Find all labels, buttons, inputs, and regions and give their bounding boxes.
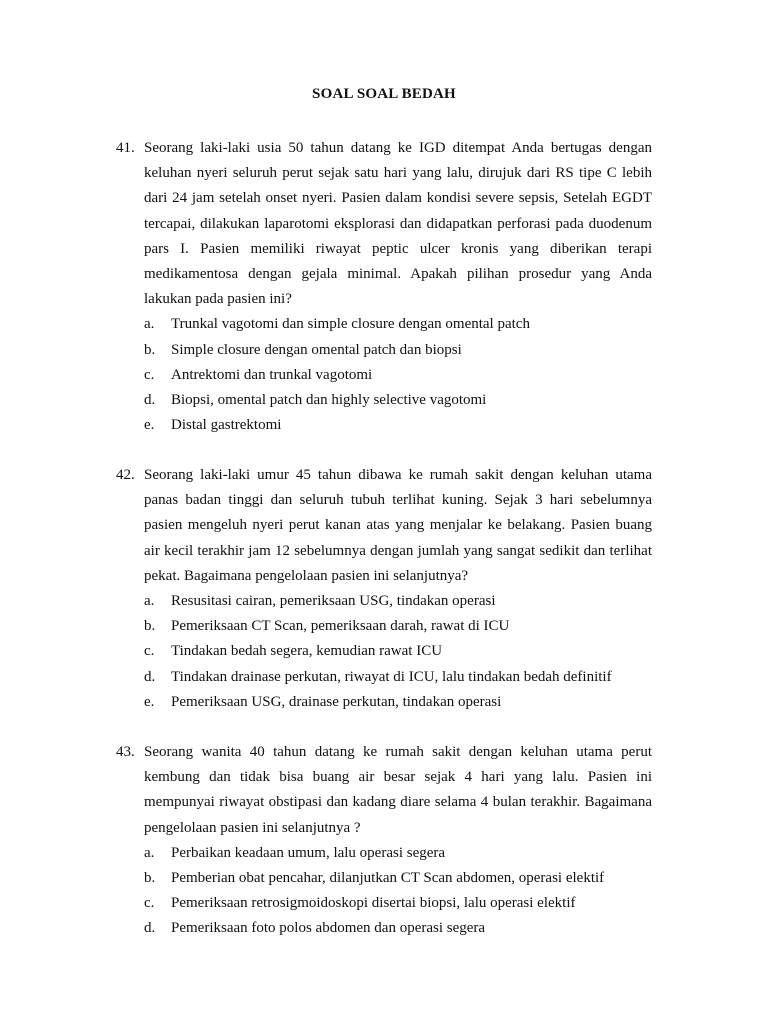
option-letter: c. <box>144 643 155 660</box>
option-text: Pemeriksaan CT Scan, pemeriksaan darah, rawat di ICU <box>171 618 510 635</box>
option-text: Tindakan bedah segera, kemudian rawat ICU <box>171 643 443 660</box>
question-43 <box>116 740 652 942</box>
option-text: Trunkal vagotomi dan simple closure dengan omental patch <box>171 316 530 333</box>
option-text: Distal gastrektomi <box>171 417 282 434</box>
option-text: Simple closure dengan omental patch dan biopsi <box>171 341 462 358</box>
option-a <box>144 841 652 866</box>
option-list <box>144 841 652 942</box>
option-letter: e. <box>144 417 155 434</box>
option-b <box>144 614 652 639</box>
option-c <box>144 363 652 388</box>
option-letter: c. <box>144 895 155 912</box>
option-letter: b. <box>144 618 156 635</box>
option-e <box>144 690 652 715</box>
option-e <box>144 413 652 438</box>
option-text: Resusitasi cairan, pemeriksaan USG, tindakan operasi <box>171 593 496 610</box>
option-text: Biopsi, omental patch dan highly selective vagotomi <box>171 392 487 409</box>
option-d <box>144 916 652 941</box>
option-letter: b. <box>144 341 156 358</box>
option-letter: c. <box>144 366 155 383</box>
option-letter: d. <box>144 920 156 937</box>
option-list <box>144 589 652 715</box>
option-letter: a. <box>144 844 155 861</box>
question-number: 43. <box>116 744 135 760</box>
option-text: Antrektomi dan trunkal vagotomi <box>171 366 373 383</box>
option-a <box>144 312 652 337</box>
option-letter: a. <box>144 593 155 610</box>
option-text: Tindakan drainase perkutan, riwayat di ICU, lalu tindakan bedah definitif <box>171 668 612 685</box>
option-text: Perbaikan keadaan umum, lalu operasi segera <box>171 844 446 861</box>
option-d <box>144 388 652 413</box>
question-number: 42. <box>116 467 135 483</box>
option-b <box>144 338 652 363</box>
option-text: Pemeriksaan retrosigmoidoskopi disertai biopsi, lalu operasi elektif <box>171 895 576 912</box>
option-text: Pemberian obat pencahar, dilanjutkan CT Scan abdomen, operasi elektif <box>171 870 605 887</box>
option-c <box>144 891 652 916</box>
option-letter: b. <box>144 870 156 887</box>
question-text: Seorang wanita 40 tahun datang ke rumah sakit dengan keluhan utama perut kembung dan tidak bisa buang air besar sejak 4 hari yang lalu. Pasien ini mempunyai riwayat obstipasi dan kadang diare selama 4 bulan terakhir. Bagaimana pengelolaan pasien ini selanjutnya ? <box>144 744 652 836</box>
option-list <box>144 312 652 438</box>
option-text: Pemeriksaan USG, drainase perkutan, tindakan operasi <box>171 693 502 710</box>
page-title: SOAL SOAL BEDAH <box>312 86 456 102</box>
question-41 <box>116 136 652 438</box>
question-number: 41. <box>116 140 135 156</box>
option-text: Pemeriksaan foto polos abdomen dan operasi segera <box>171 920 486 937</box>
option-letter: e. <box>144 693 155 710</box>
option-a <box>144 589 652 614</box>
option-letter: a. <box>144 316 155 333</box>
option-letter: d. <box>144 392 156 409</box>
question-text: Seorang laki-laki umur 45 tahun dibawa ke rumah sakit dengan keluhan utama panas badan tinggi dan seluruh tubuh terlihat kuning. Sejak 3 hari sebelumnya pasien mengeluh nyeri perut kanan atas yang menjalar ke belakang. Pasien buang air kecil terakhir jam 12 sebelumnya dengan jumlah yang sangat sedikit dan terlihat pekat. Bagaimana pengelolaan pasien ini selanjutnya? <box>144 467 652 584</box>
option-b <box>144 866 652 891</box>
question-42 <box>116 463 652 715</box>
option-letter: d. <box>144 668 156 685</box>
question-text: Seorang laki-laki usia 50 tahun datang ke IGD ditempat Anda bertugas dengan keluhan nyeri seluruh perut sejak satu hari yang lalu, dirujuk dari RS tipe C lebih dari 24 jam setelah onset nyeri. Pasien dalam kondisi severe sepsis, Setelah EGDT tercapai, dilakukan laparotomi eksplorasi dan didapatkan perforasi pada duodenum pars I. Pasien memiliki riwayat peptic ulcer kronis yang diberikan terapi medikamentosa dengan gejala minimal. Apakah pilihan prosedur yang Anda lakukan pada pasien ini? <box>144 140 652 308</box>
option-c <box>144 639 652 664</box>
option-d <box>144 665 652 690</box>
